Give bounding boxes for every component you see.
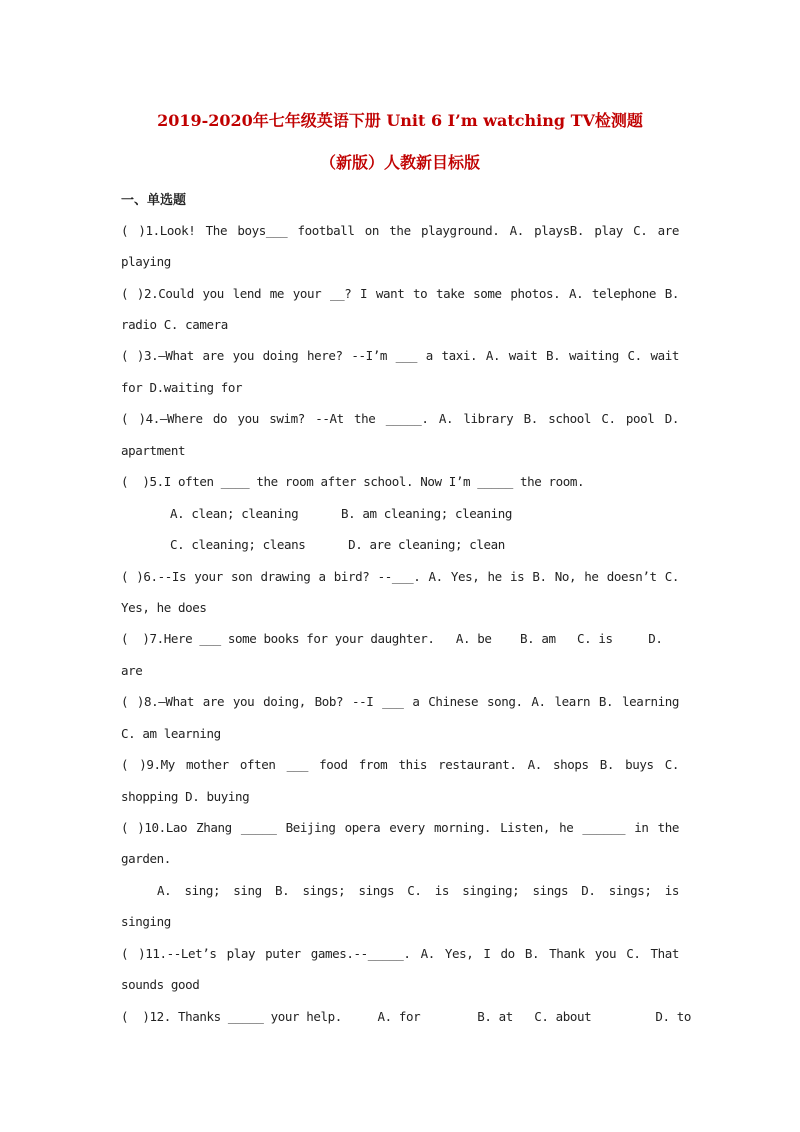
question-line: ( )2.Could you lend me your __? I want to take some photos. A. telephone B. <box>121 286 679 301</box>
question-line: apartment <box>121 443 186 458</box>
question-line: ( )12. Thanks _____ your help. A. for B. at C. about D. to <box>121 1009 692 1024</box>
option-line: C. cleaning; cleans D. are cleaning; clean <box>170 537 505 552</box>
question-line: ( )10.Lao Zhang _____ Beijing opera every morning. Listen, he ______ in the <box>121 820 679 835</box>
question-line: for D.waiting for <box>121 380 243 395</box>
section-heading: 一、单选题 <box>121 193 187 208</box>
question-line: playing <box>121 254 171 269</box>
question-line: C. am learning <box>121 726 221 741</box>
question-line: radio C. camera <box>121 317 228 332</box>
question-line: ( )6.--Is your son drawing a bird? --___. A. Yes, he is B. No, he doesn’t C. <box>121 569 679 584</box>
question-line: sounds good <box>121 977 200 992</box>
question-line: ( )3.—What are you doing here? --I’m ___ a taxi. A. wait B. waiting C. wait <box>121 348 679 363</box>
question-line: are <box>121 663 143 678</box>
option-line: A. clean; cleaning B. am cleaning; cleaning <box>170 506 513 521</box>
option-line: A. sing; sing B. sings; sings C. is singing; sings D. sings; is <box>157 883 679 898</box>
question-line: ( )7.Here ___ some books for your daughter. A. be B. am C. is D. <box>121 631 663 646</box>
question-line: ( )11.--Let’s play puter games.--_____. A. Yes, I do B. Thank you C. That <box>121 946 679 961</box>
document-title-line2: （新版）人教新目标版 <box>319 153 480 172</box>
document-title-line1: 2019-2020年七年级英语下册 Unit 6 I’m watching TV检测题 <box>157 111 643 130</box>
question-line: singing <box>121 914 171 929</box>
question-line: garden. <box>121 851 171 866</box>
question-line: ( )9.My mother often ___ food from this restaurant. A. shops B. buys C. <box>121 757 679 772</box>
question-line: ( )8.—What are you doing, Bob? --I ___ a Chinese song. A. learn B. learning <box>121 694 679 709</box>
question-line: Yes, he does <box>121 600 207 615</box>
question-line: ( )4.—Where do you swim? --At the _____. A. library B. school C. pool D. <box>121 411 679 426</box>
question-line: ( )5.I often ____ the room after school. Now I’m _____ the room. <box>121 474 585 489</box>
question-line: shopping D. buying <box>121 789 250 804</box>
question-line: ( )1.Look! The boys___ football on the playground. A. playsB. play C. are <box>121 223 679 238</box>
